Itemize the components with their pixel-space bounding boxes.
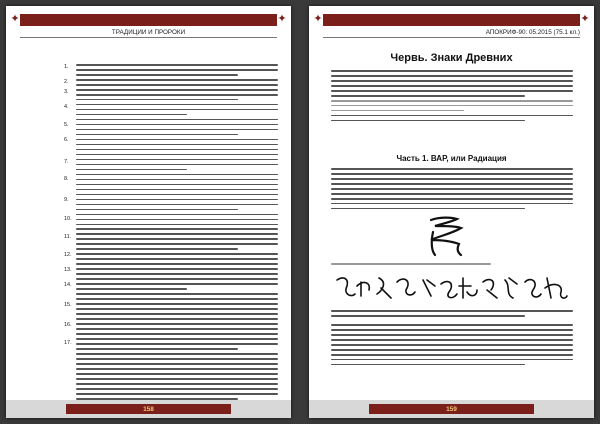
left-page-number: 158 — [66, 404, 231, 414]
decorative-emblem-icon: ✦ — [10, 12, 20, 25]
list-item-number: 3. — [64, 89, 69, 95]
list-item-number: 6. — [64, 137, 69, 143]
list-item-number: 12. — [64, 252, 72, 258]
decorative-emblem-icon: ✦ — [277, 12, 287, 25]
left-page — [6, 6, 291, 418]
var-sigil-glyph — [421, 214, 471, 258]
left-header-band — [20, 14, 277, 26]
left-footer — [6, 400, 291, 418]
intro-text — [331, 70, 573, 125]
list-item-number: 16. — [64, 322, 72, 328]
right-header-band — [323, 14, 580, 26]
decorative-emblem-icon: ✦ — [580, 12, 590, 25]
list-item-number: 4. — [64, 104, 69, 110]
left-body-text — [76, 64, 278, 403]
list-item-number: 5. — [64, 122, 69, 128]
script-caption — [331, 310, 573, 320]
list-item-number: 15. — [64, 302, 72, 308]
list-item-number: 1. — [64, 64, 69, 70]
tehenen-script-strip — [331, 272, 571, 304]
closing-text — [331, 324, 573, 369]
section-text — [331, 168, 573, 213]
article-title: Червь. Знаки Древних — [390, 52, 513, 64]
glyph-caption — [331, 263, 491, 268]
list-item-number: 10. — [64, 216, 72, 222]
right-section-label: АПОКРИФ-90: 05.2015 (75.1 кл.) — [323, 28, 580, 38]
decorative-emblem-icon: ✦ — [313, 12, 323, 25]
right-page-number: 159 — [369, 404, 534, 414]
list-item-number: 8. — [64, 176, 69, 182]
list-item-number: 2. — [64, 79, 69, 85]
list-item-number: 11. — [64, 234, 72, 240]
right-footer — [309, 400, 594, 418]
list-item-number: 13. — [64, 267, 72, 273]
article-subtitle: Часть 1. ВАР, или Радиация — [396, 154, 507, 163]
list-item-number: 9. — [64, 197, 69, 203]
left-section-label: ТРАДИЦИИ И ПРОРОКИ — [20, 28, 277, 38]
list-item-number: 17. — [64, 340, 72, 346]
right-page — [309, 6, 594, 418]
list-item-number: 7. — [64, 159, 69, 165]
list-item-number: 14. — [64, 282, 72, 288]
